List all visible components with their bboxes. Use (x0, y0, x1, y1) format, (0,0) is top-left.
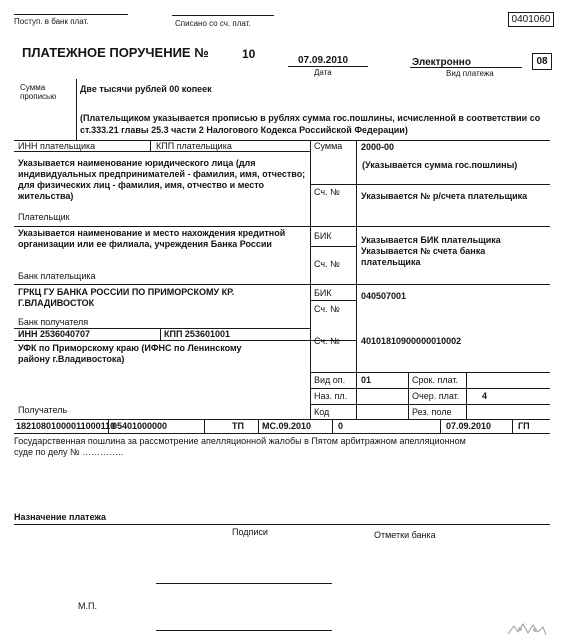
payment-type-label: Вид платежа (446, 69, 494, 78)
doc-date-value: 07.09.2010 (446, 421, 492, 431)
payee-name-line2: району г.Владивостока) (18, 354, 125, 364)
payee-bank-name-line1: ГРКЦ ГУ БАНКА РОССИИ ПО ПРИМОРСКОМУ КР. (18, 287, 235, 297)
payer-kpp-label: КПП плательщика (156, 141, 232, 151)
status-code: 08 (532, 53, 552, 70)
amount-note: (Указывается сумма гос.пошлины) (362, 160, 518, 170)
grid-line (310, 184, 550, 185)
payee-bank-name-line2: Г.ВЛАДИВОСТОК (18, 298, 95, 308)
basis-value: ТП (232, 421, 244, 431)
doc-number-value: 0 (338, 421, 344, 431)
debited-label: Списано со сч. плат. (175, 19, 251, 28)
payee-inn: ИНН 2536040707 (18, 329, 91, 339)
op-type-label: Вид оп. (314, 375, 346, 385)
payee-bank-account-label: Сч. № (314, 304, 340, 314)
grid-line (14, 284, 550, 285)
grid-line (14, 151, 310, 152)
received-label: Поступ. в банк плат. (14, 17, 89, 26)
grid-line (440, 419, 441, 433)
grid-line (258, 419, 259, 433)
order-value: 4 (482, 391, 488, 401)
grid-line (356, 140, 357, 419)
date-line (288, 66, 368, 67)
payer-bik-label: БИК (314, 231, 332, 241)
amount-words-label: Сумма прописью (20, 83, 57, 101)
purpose-bottom-line (14, 524, 550, 525)
date-label: Дата (314, 68, 332, 77)
term-label: Срок. плат. (412, 375, 459, 385)
okato-value: 05401000000 (112, 421, 168, 431)
payer-bank-account-label: Сч. № (314, 259, 340, 269)
payer-label: Плательщик (18, 212, 70, 222)
received-line (14, 14, 128, 15)
payment-type: Электронно (412, 57, 471, 68)
grid-line (14, 340, 356, 341)
amount-words-note: (Плательщиком указывается прописью в рублях сумма гос.пошлины, исчисленной в соответствии со ст.333.21 главы 25.3 части 2 Налогового Кодекса Российской Федерации) (80, 113, 541, 135)
document-title: ПЛАТЕЖНОЕ ПОРУЧЕНИЕ № (22, 45, 209, 60)
payer-account-label: Сч. № (314, 187, 340, 197)
payer-bik-text: Указывается БИК плательщика (361, 235, 501, 245)
grid-line (310, 140, 311, 419)
payer-name-text: Указывается наименование юридического лица (для индивидуальных предпринимателей - фамилия, имя, отчество; для физических лиц - фамилия, имя, отчество и место жительства) (18, 158, 306, 201)
bank-marks-label: Отметки банка (374, 530, 436, 540)
purpose-text-line1: Государственная пошлина за рассмотрение апелляционной жалобы в Пятом арбитражном апелляционном (14, 436, 466, 446)
amount-label: Сумма (314, 141, 343, 151)
signature-line-2 (156, 630, 332, 631)
payment-type-line (410, 67, 522, 68)
grid-line (14, 226, 550, 227)
payer-bank-label: Банк плательщика (18, 271, 96, 281)
payee-bik-value: 040507001 (361, 291, 407, 301)
signature-line-1 (156, 583, 332, 584)
kbk-value: 18210801000011000110 (16, 421, 116, 431)
op-type-value: 01 (361, 375, 372, 385)
payer-account-text: Указывается № р/счета плательщика (361, 191, 528, 201)
signatures-label: Подписи (232, 527, 268, 537)
amount-value: 2000-00 (361, 142, 395, 152)
payee-account-label: Сч. № (314, 336, 340, 346)
grid-line (160, 328, 161, 340)
grid-line (332, 419, 333, 433)
payee-name-line1: УФК по Приморскому краю (ИФНС по Ленинскому (18, 343, 242, 353)
grid-line (310, 246, 356, 247)
grid-line (408, 372, 409, 419)
payee-label: Получатель (18, 405, 68, 415)
seal-label: М.П. (78, 601, 97, 611)
purpose-text-line2: суде по делу № ………….. (14, 447, 124, 457)
grid-line (310, 372, 550, 373)
grid-line (512, 419, 513, 433)
grid-line (14, 419, 550, 420)
form-code: 0401060 (508, 12, 554, 27)
grid-line (14, 433, 550, 434)
payee-account-value: 40101810900000010002 (361, 336, 462, 346)
purpose-code-label: Наз. пл. (314, 391, 348, 401)
grid-line (310, 404, 550, 405)
debited-line (172, 15, 274, 16)
purpose-label: Назначение платежа (14, 512, 106, 522)
payer-bank-account-text: Указывается № счета банка плательщика (361, 246, 486, 267)
amount-words-value: Две тысячи рублей 00 копеек (80, 84, 212, 94)
grid-line (310, 388, 550, 389)
document-number: 10 (242, 47, 256, 61)
payee-bank-label: Банк получателя (18, 317, 89, 327)
order-label: Очер. плат. (412, 391, 460, 401)
grid-line (466, 372, 467, 419)
code-label: Код (314, 407, 330, 417)
period-value: МС.09.2010 (262, 421, 312, 431)
document-date: 07.09.2010 (298, 55, 349, 66)
reserved-field-label: Рез. поле (412, 407, 452, 417)
payer-inn-label: ИНН плательщика (18, 141, 96, 151)
payment-kind-value: ГП (518, 421, 530, 431)
grid-line (150, 140, 151, 151)
stamp-mark-icon (506, 620, 548, 638)
payee-bik-label: БИК (314, 288, 332, 298)
grid-line (204, 419, 205, 433)
payee-kpp: КПП 253601001 (164, 329, 230, 339)
grid-line (310, 300, 356, 301)
payer-bank-name-text: Указывается наименование и место нахождения кредитной организации или ее филиала, учреждения Банка России (18, 228, 286, 249)
amount-words-divider (76, 79, 77, 140)
